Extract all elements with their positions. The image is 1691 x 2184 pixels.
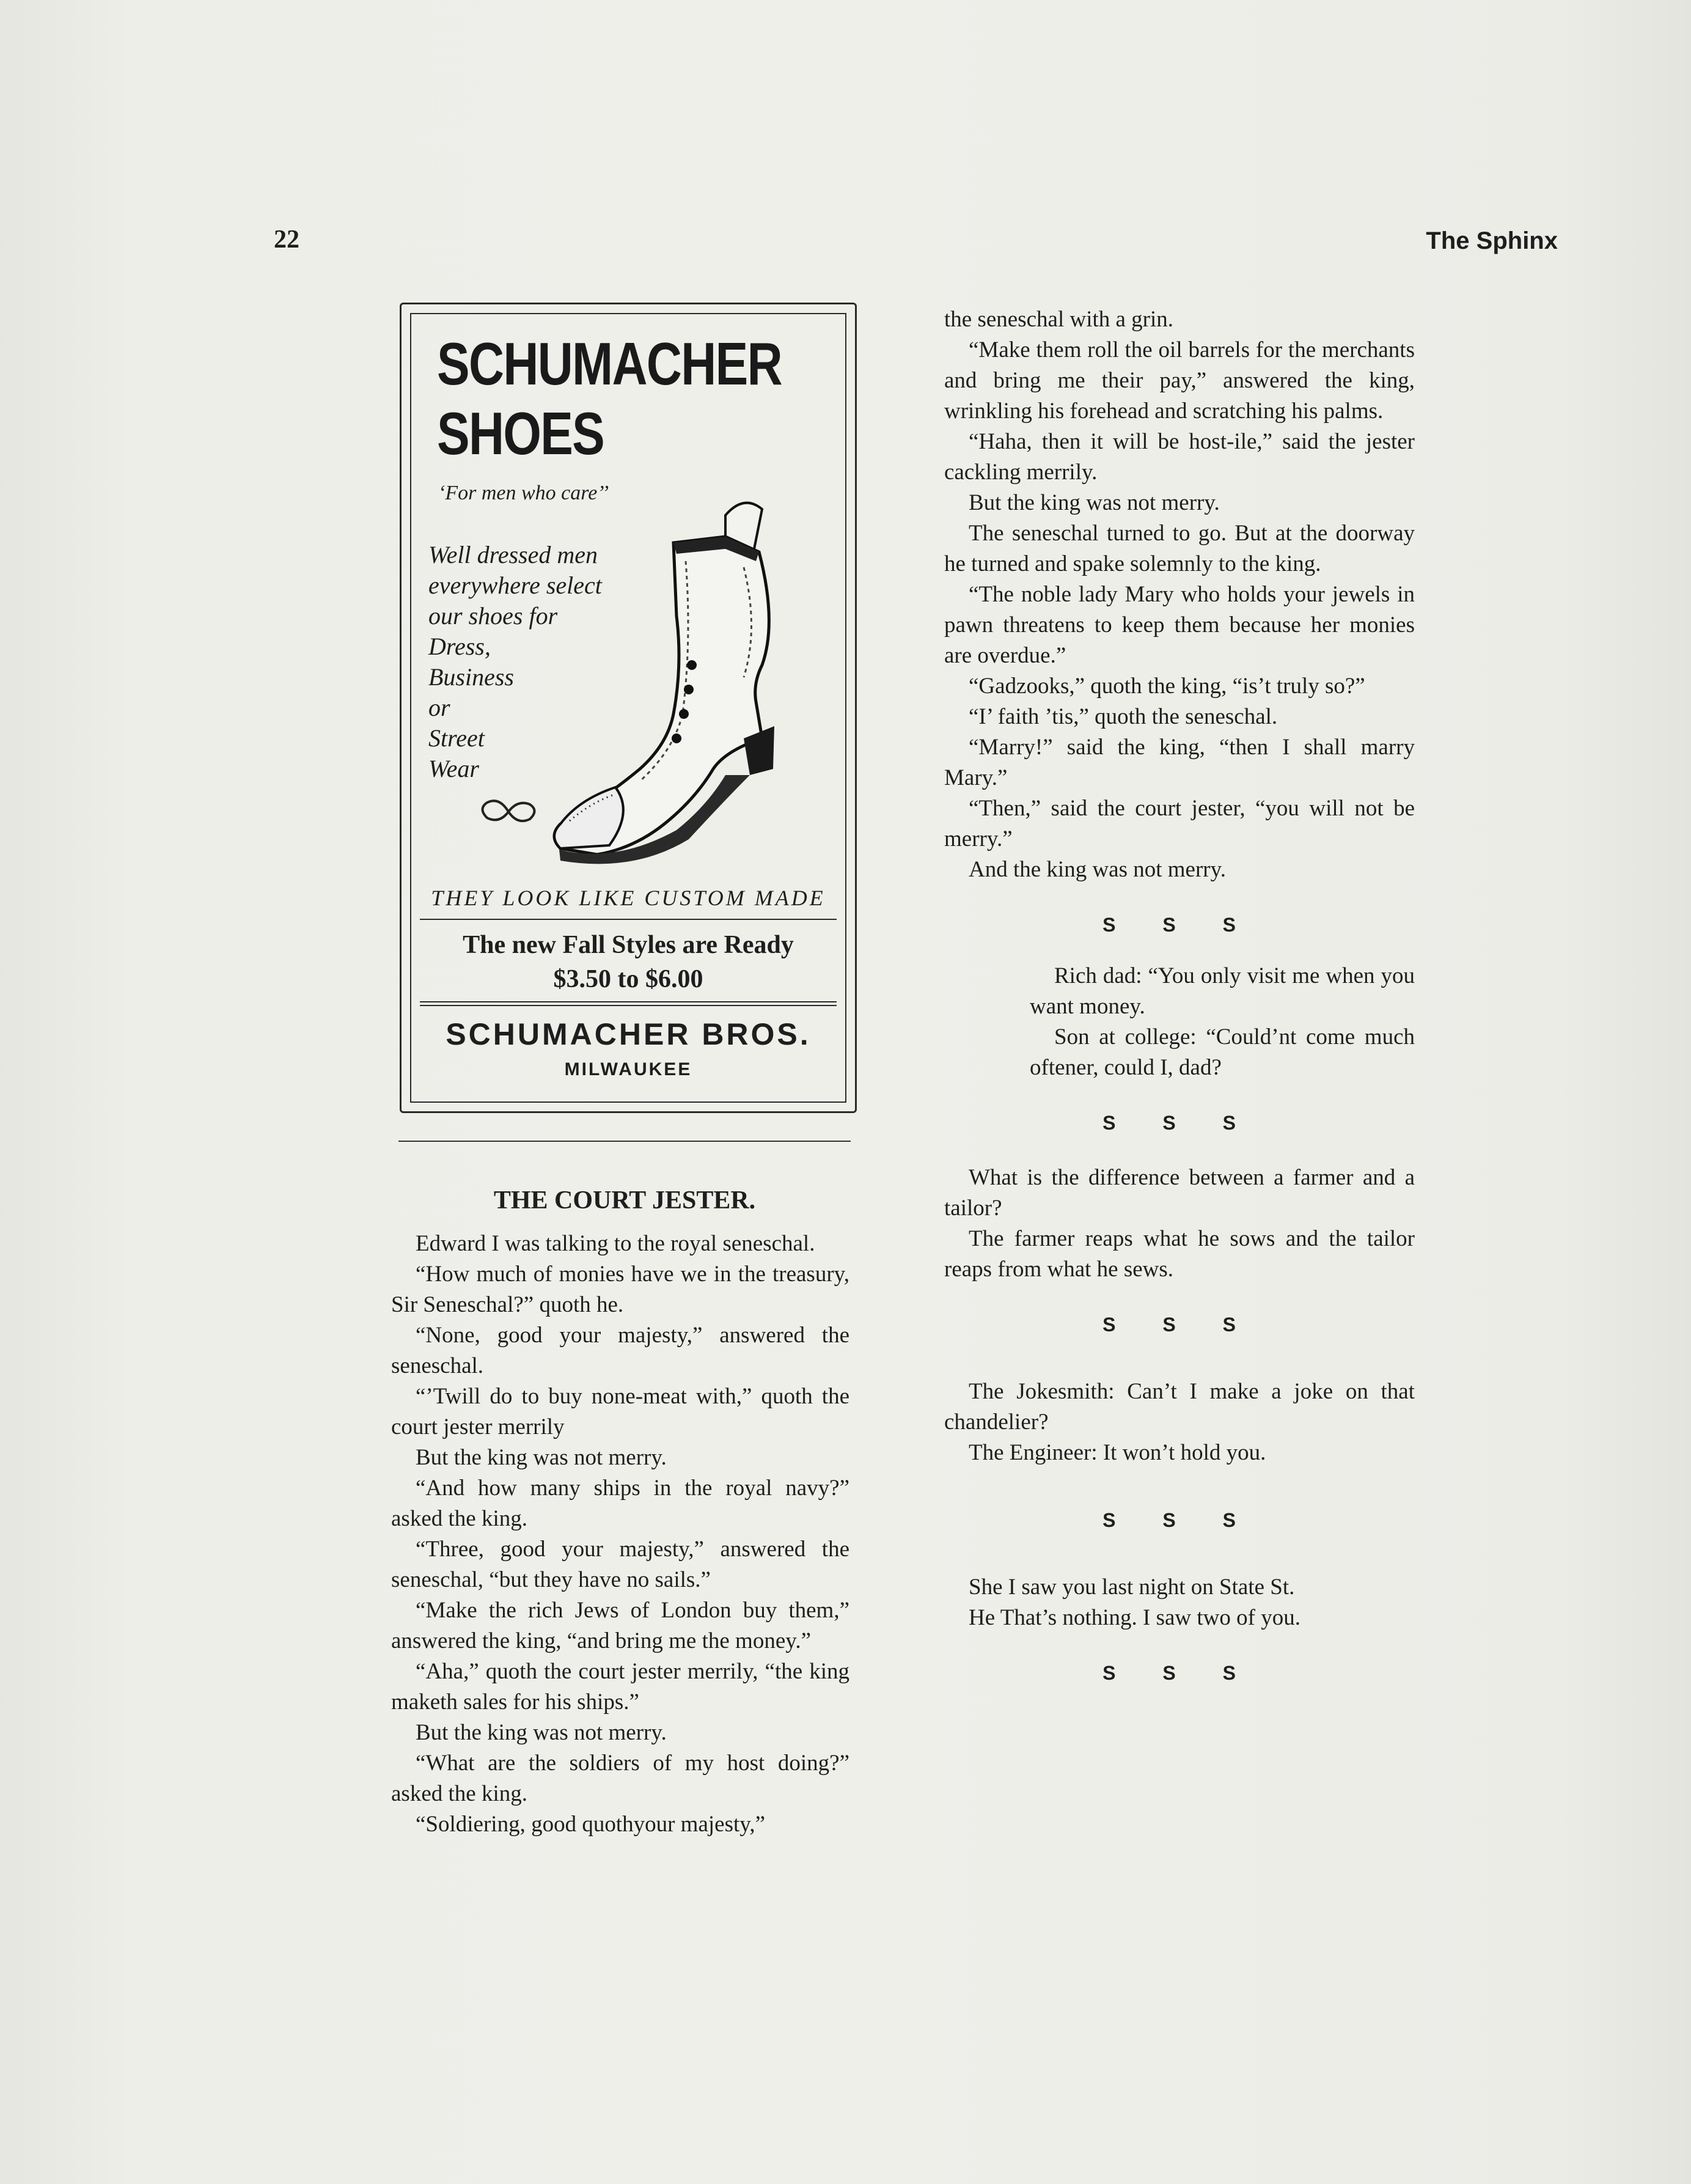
article-right-column xyxy=(944,304,1415,1709)
article-paragraph: “Three, good your majesty,” answered the seneschal, “but they have no sails.” xyxy=(391,1537,849,1592)
ad-styles-line1: The new Fall Styles are Ready xyxy=(463,931,794,959)
article-paragraph: “Make them roll the oil barrels for the merchants and bring me their pay,” answered the king, wrinkling his forehead and scratching his palms. xyxy=(944,337,1415,424)
article-paragraph: The seneschal turned to go. But at the doorway he turned and spake solemnly to the king. xyxy=(944,521,1415,576)
article-paragraph: “The noble lady Mary who holds your jewels in pawn threatens to keep them because her monies are overdue.” xyxy=(944,582,1415,668)
section-separator: S S S xyxy=(1102,1662,1256,1684)
shoe-illustration-icon xyxy=(542,482,823,873)
ad-price: $3.50 to $6.00 xyxy=(553,965,703,993)
article-paragraph: “Gadzooks,” quoth the king, “is’t truly so?” xyxy=(969,674,1365,699)
joke-rich-dad xyxy=(944,961,1415,1083)
article-paragraph: Edward I was talking to the royal seneschal. xyxy=(416,1231,815,1256)
ad-rule-top xyxy=(420,919,837,920)
article-paragraph: But the king was not merry. xyxy=(969,490,1220,515)
article-paragraph: “And how many ships in the royal navy?” asked the king. xyxy=(391,1476,849,1531)
ad-styles xyxy=(402,928,855,996)
joke-farmer xyxy=(944,1163,1415,1285)
joke-line: She I saw you last night on State St. xyxy=(969,1575,1295,1600)
article-paragraph: “Soldiering, good quothyour majesty,” xyxy=(416,1812,766,1837)
ad-title-line1: SCHUMACHER xyxy=(437,330,782,397)
article-paragraph: “Haha, then it will be host-ile,” said the jester cackling merrily. xyxy=(944,429,1415,485)
joke-line: Son at college: “Could’nt come much oftener, could I, dad? xyxy=(1030,1024,1415,1080)
article-paragraph: “Then,” said the court jester, “you will not be merry.” xyxy=(944,796,1415,851)
ad-tagline: ‘For men who care’’ xyxy=(438,482,609,504)
ad-rule-bottom xyxy=(420,1001,837,1002)
article-paragraph: “’Twill do to buy none-meat with,” quoth the court jester merrily xyxy=(391,1384,849,1439)
maker-mark-icon xyxy=(475,793,542,830)
article-paragraph: “None, good your majesty,” answered the seneschal. xyxy=(391,1323,849,1378)
joke-line: The Jokesmith: Can’t I make a joke on that chandelier? xyxy=(944,1379,1415,1435)
ad-select-text: Well dressed men everywhere select our shoes for Dress, Business or Street Wear xyxy=(428,541,602,782)
section-separator: S S S xyxy=(1102,914,1256,936)
article-paragraph: “I’ faith ’tis,” quoth the seneschal. xyxy=(969,704,1278,729)
joke-line: The farmer reaps what he sows and the tailor reaps from what he sews. xyxy=(944,1226,1415,1282)
joke-line: What is the difference between a farmer and a tailor? xyxy=(944,1165,1415,1221)
ad-city: MILWAUKEE xyxy=(564,1059,692,1079)
article-paragraph: the seneschal with a grin. xyxy=(944,307,1174,332)
joke-state-street xyxy=(944,1572,1415,1633)
article-paragraph: “Marry!” said the king, “then I shall marry Mary.” xyxy=(944,735,1415,790)
article-left-column xyxy=(391,1229,849,1840)
ad-rule-bottom-2 xyxy=(420,1005,837,1006)
joke-jokesmith xyxy=(944,1377,1415,1468)
article-title: THE COURT JESTER. xyxy=(493,1186,756,1215)
article-paragraph: But the king was not merry. xyxy=(416,1720,667,1745)
article-paragraph: “What are the soldiers of my host doing?” asked the king. xyxy=(391,1751,849,1806)
section-separator: S S S xyxy=(1102,1112,1256,1134)
article-paragraph: “How much of monies have we in the treasury, Sir Seneschal?” quoth he. xyxy=(391,1262,849,1317)
publication-title: The Sphinx xyxy=(1426,227,1558,254)
joke-line: Rich dad: “You only visit me when you want money. xyxy=(1030,963,1415,1019)
article-paragraph: But the king was not merry. xyxy=(416,1445,667,1470)
article-paragraph: And the king was not merry. xyxy=(969,857,1226,882)
section-divider xyxy=(398,1141,851,1142)
ad-title-line2: SHOES xyxy=(437,400,604,467)
article-paragraph: “Make the rich Jews of London buy them,” answered the king, “and bring me the money.” xyxy=(391,1598,849,1653)
article-paragraph: “Aha,” quoth the court jester merrily, “the king maketh sales for his ships.” xyxy=(391,1659,849,1715)
ad-title xyxy=(437,329,782,468)
ad-custom-made-line: THEY LOOK LIKE CUSTOM MADE xyxy=(431,886,826,910)
joke-line: The Engineer: It won’t hold you. xyxy=(969,1440,1266,1465)
page-number: 22 xyxy=(274,226,299,254)
joke-line: He That’s nothing. I saw two of you. xyxy=(969,1605,1300,1630)
section-separator: S S S xyxy=(1102,1509,1256,1531)
ad-company: SCHUMACHER BROS. xyxy=(446,1017,811,1051)
shoe-advertisement xyxy=(400,303,857,1113)
section-separator: S S S xyxy=(1102,1314,1256,1336)
